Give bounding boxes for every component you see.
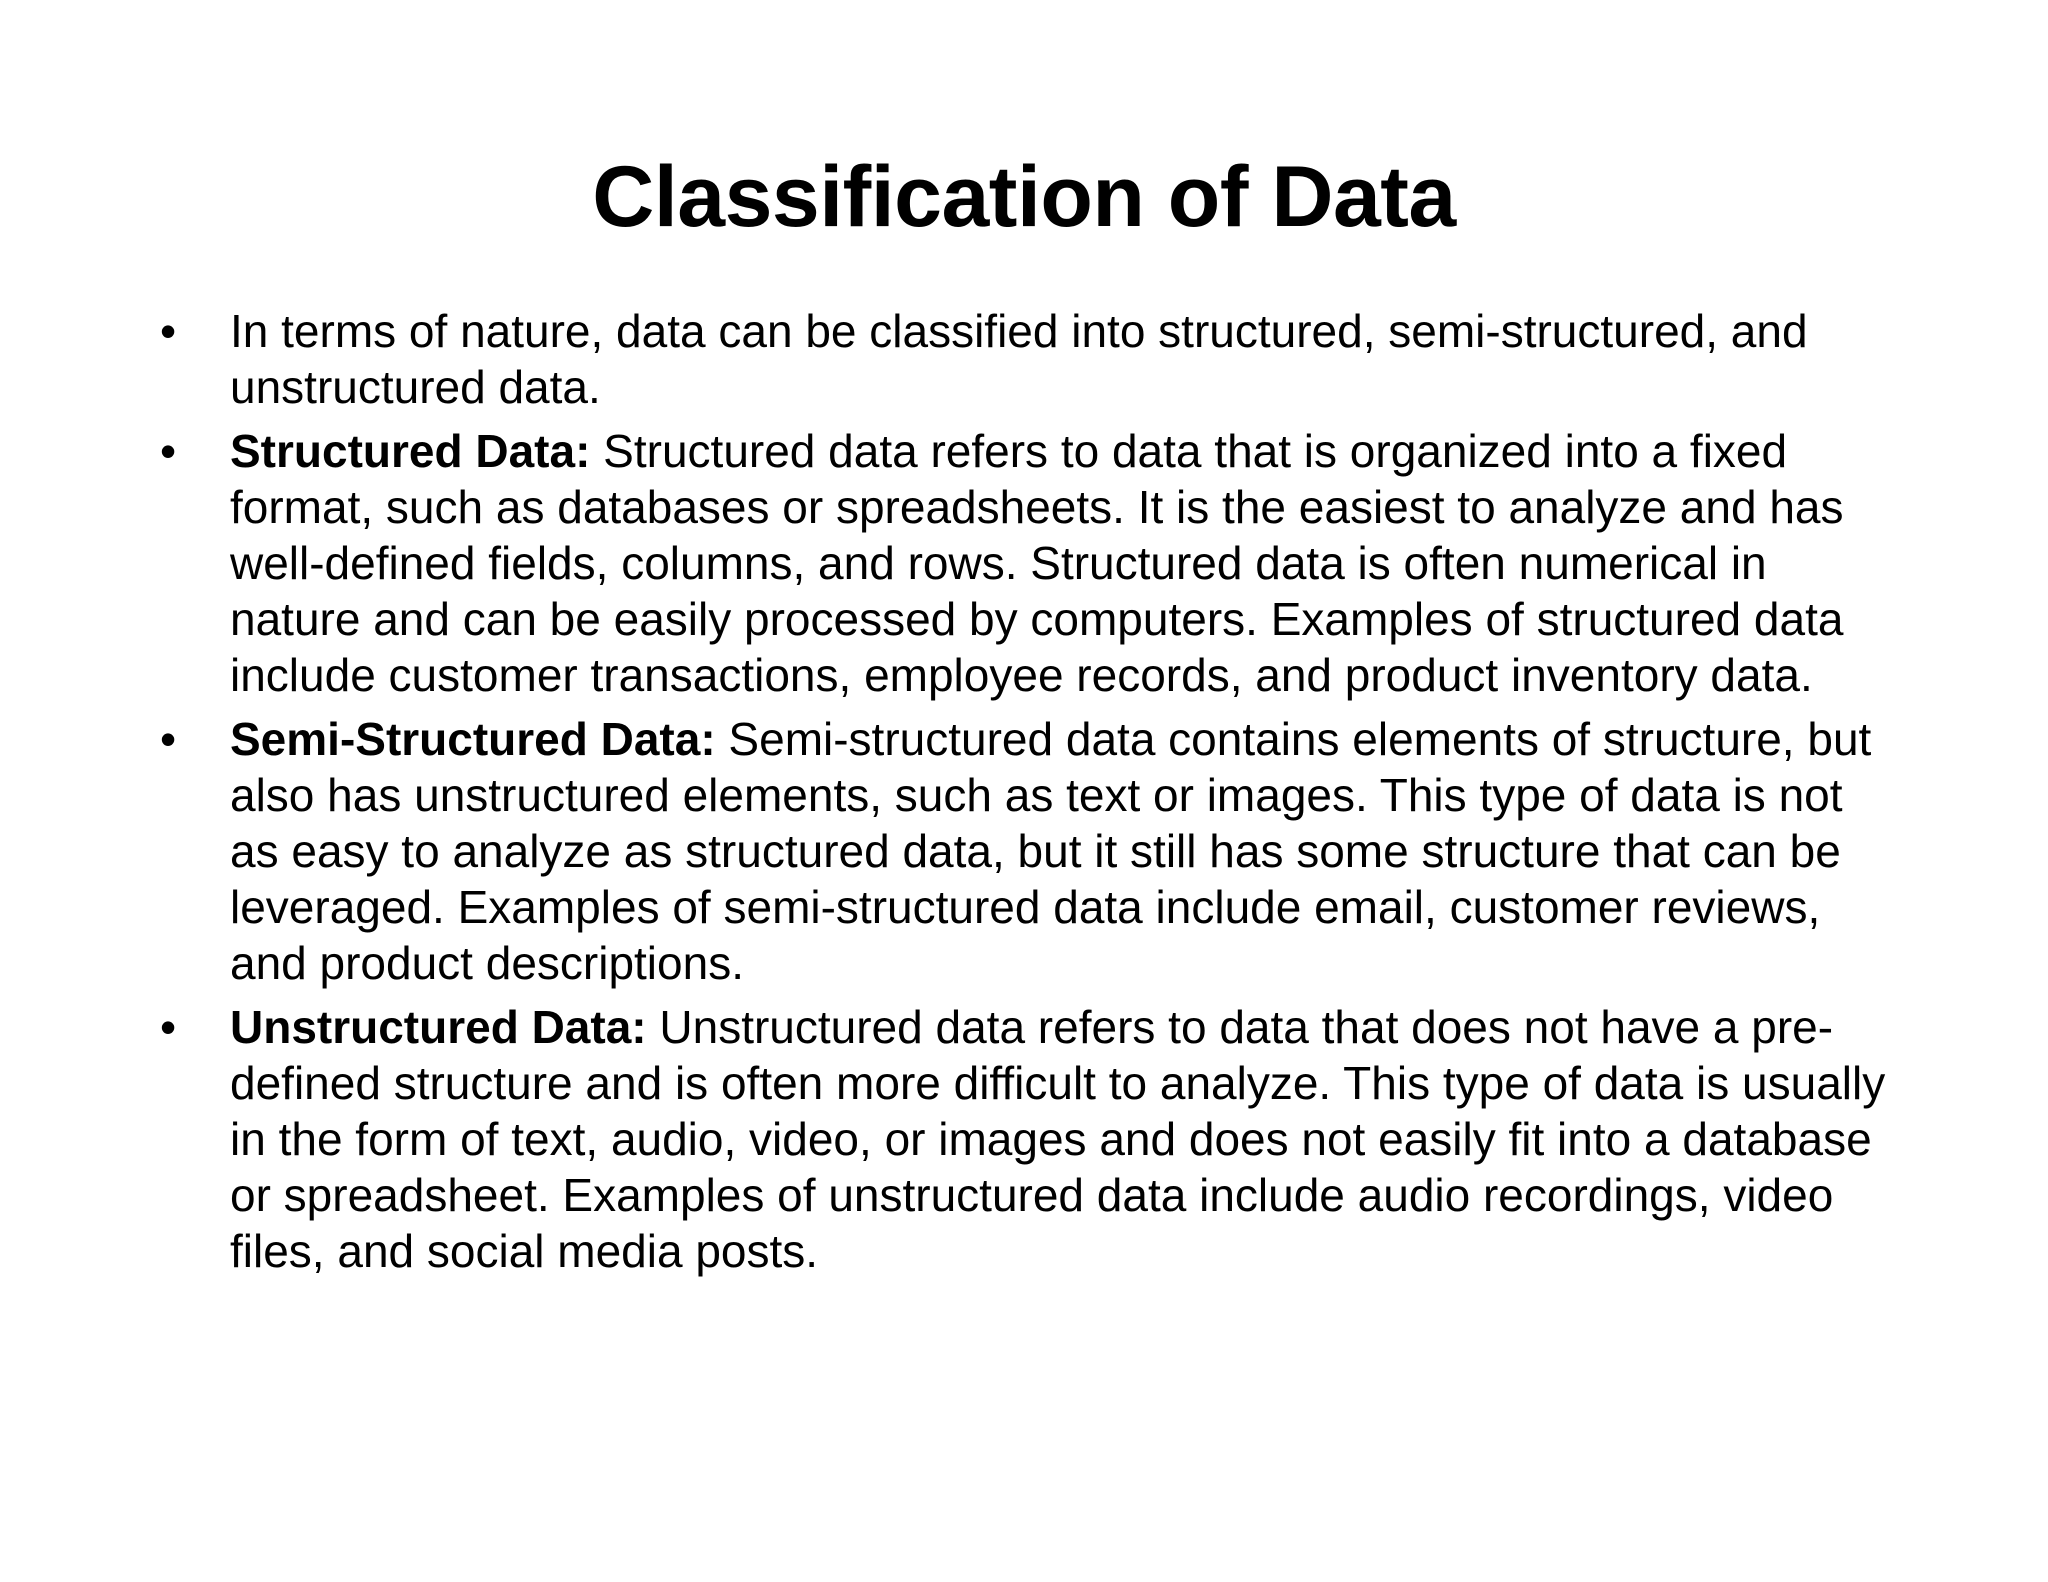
bullet-label: Structured Data:	[230, 425, 591, 477]
bullet-dot-icon: •	[160, 425, 177, 477]
bullet-dot-icon: •	[160, 305, 177, 357]
bullet-item-unstructured	[158, 999, 1898, 1279]
bullet-label: Semi-Structured Data:	[230, 713, 716, 765]
bullet-dot-icon: •	[160, 713, 177, 765]
bullet-item-semi-structured	[158, 711, 1898, 991]
bullet-label: Unstructured Data:	[230, 1001, 647, 1053]
bullet-dot-icon: •	[160, 1001, 177, 1053]
bullet-list	[158, 303, 1898, 1287]
bullet-text: Structured data refers to data that is organized into a fixed format, such as databases or spreadsheets. It is the easiest to analyze and has well-defined fields, columns, and rows. Structured data is often numerical in nature and can be easily processed by computers. Examples of structured data include customer transactions, employee records, and product inventory data.	[230, 425, 1844, 701]
bullet-text: In terms of nature, data can be classified into structured, semi-structured, and unstructured data.	[230, 305, 1808, 413]
bullet-item-intro	[158, 303, 1898, 415]
slide-title: Classification of Data	[592, 149, 1456, 245]
bullet-text: Unstructured data refers to data that does not have a pre-defined structure and is often more difficult to analyze. This type of data is usually in the form of text, audio, video, or images and does not easily fit into a database or spreadsheet. Examples of unstructured data include audio recordings, video files, and social media posts.	[230, 1001, 1886, 1277]
bullet-text: Semi-structured data contains elements of structure, but also has unstructured elements, such as text or images. This type of data is not as easy to analyze as structured data, but it still has some structure that can be leveraged. Examples of semi-structured data include email, customer reviews, and product descriptions.	[230, 713, 1872, 989]
bullet-item-structured	[158, 423, 1898, 703]
